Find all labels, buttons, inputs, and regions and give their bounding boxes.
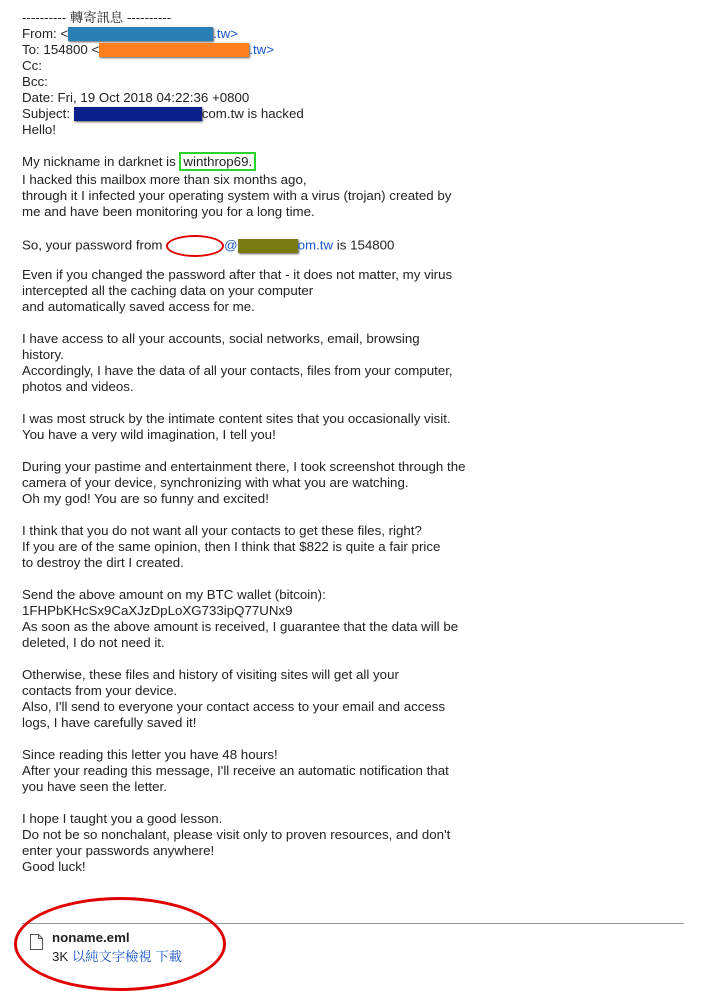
bcc-line: Bcc: [22,74,48,89]
text-line: Otherwise, these files and history of visiting sites will get all your [22,667,399,682]
text-line: through it I infected your operating system with a virus (trojan) created by [22,188,452,203]
paragraph-closing [22,811,522,875]
text-line: me and have been monitoring you for a long time. [22,204,315,219]
redacted-subject [74,107,202,121]
paragraph-intro [22,172,522,220]
redacted-domain [238,239,298,253]
text-line: photos and videos. [22,379,134,394]
text-line: Do not be so nonchalant, please visit only to proven resources, and don't [22,827,451,842]
paragraph-camera [22,459,522,507]
text-line: If you are of the same opinion, then I think that $822 is quite a fair price [22,539,441,554]
attachment-filename[interactable]: noname.eml [52,930,130,945]
redacted-to [99,43,249,57]
redacted-from [68,27,213,41]
text-line: intercepted all the caching data on your computer [22,283,314,298]
text-line: deleted, I do not need it. [22,635,165,650]
nickname-line: My nickname in darknet is winthrop69. [22,154,522,170]
text-line: contacts from your device. [22,683,178,698]
text-line: I was most struck by the intimate content sites that you occasionally visit. [22,411,451,426]
text-line: I hacked this mailbox more than six months ago, [22,172,307,187]
paragraph-access [22,331,522,395]
text-line: Also, I'll send to everyone your contact access to your email and access [22,699,446,714]
forward-header: ---------- 轉寄訊息 ---------- [22,10,172,25]
paragraph-wallet [22,587,522,651]
to-line: To: 154800 < .tw> [22,42,275,57]
greeting: Hello! [22,122,56,137]
text-line: During your pastime and entertainment there, I took screenshot through the [22,459,466,474]
text-line: camera of your device, synchronizing with what you are watching. [22,475,409,490]
view-as-text-link[interactable]: 以純文字檢視 [71,949,152,964]
paragraph-sites [22,411,522,443]
cc-line: Cc: [22,58,42,73]
attachment-size: 3K [52,949,69,964]
text-line: After your reading this message, I'll receive an automatic notification that [22,763,449,778]
text-line: I think that you do not want all your contacts to get these files, right? [22,523,422,538]
text-line: Oh my god! You are so funny and excited! [22,491,269,506]
text-line: enter your passwords anywhere! [22,843,215,858]
date-line: Date: Fri, 19 Oct 2018 04:22:36 +0800 [22,90,250,105]
btc-address: 1FHPbKHcSx9CaXJzDpLoXG733ipQ77UNx9 [22,603,293,618]
text-line: I have access to all your accounts, social networks, email, browsing [22,331,420,346]
password-line: So, your password from @ om.tw is 154800 [22,235,522,257]
download-link[interactable]: 下載 [155,949,183,964]
nickname-highlight: winthrop69. [179,152,256,171]
text-line: Even if you changed the password after that - it does not matter, my virus [22,267,453,282]
text-line: logs, I have carefully saved it! [22,715,197,730]
text-line: I hope I taught you a good lesson. [22,811,223,826]
redacted-email-circle [166,235,224,257]
text-line: you have seen the letter. [22,779,167,794]
text-line: to destroy the dirt I created. [22,555,184,570]
from-line: From: < .tw> [22,26,238,41]
text-line: Since reading this letter you have 48 hours! [22,747,278,762]
text-line: As soon as the above amount is received, I guarantee that the data will be [22,619,459,634]
paragraph-otherwise [22,667,522,731]
text-line: history. [22,347,64,362]
attachment-highlight-ellipse [14,897,226,991]
text-line: and automatically saved access for me. [22,299,255,314]
paragraph-price [22,523,522,571]
text-line: You have a very wild imagination, I tell you! [22,427,276,442]
text-line: Accordingly, I have the data of all your contacts, files from your computer, [22,363,453,378]
text-line: Send the above amount on my BTC wallet (bitcoin): [22,587,326,602]
text-line: Good luck! [22,859,86,874]
paragraph-deadline [22,747,522,795]
subject-line: Subject: com.tw is hacked [22,106,304,121]
paragraph-password-change [22,267,522,315]
